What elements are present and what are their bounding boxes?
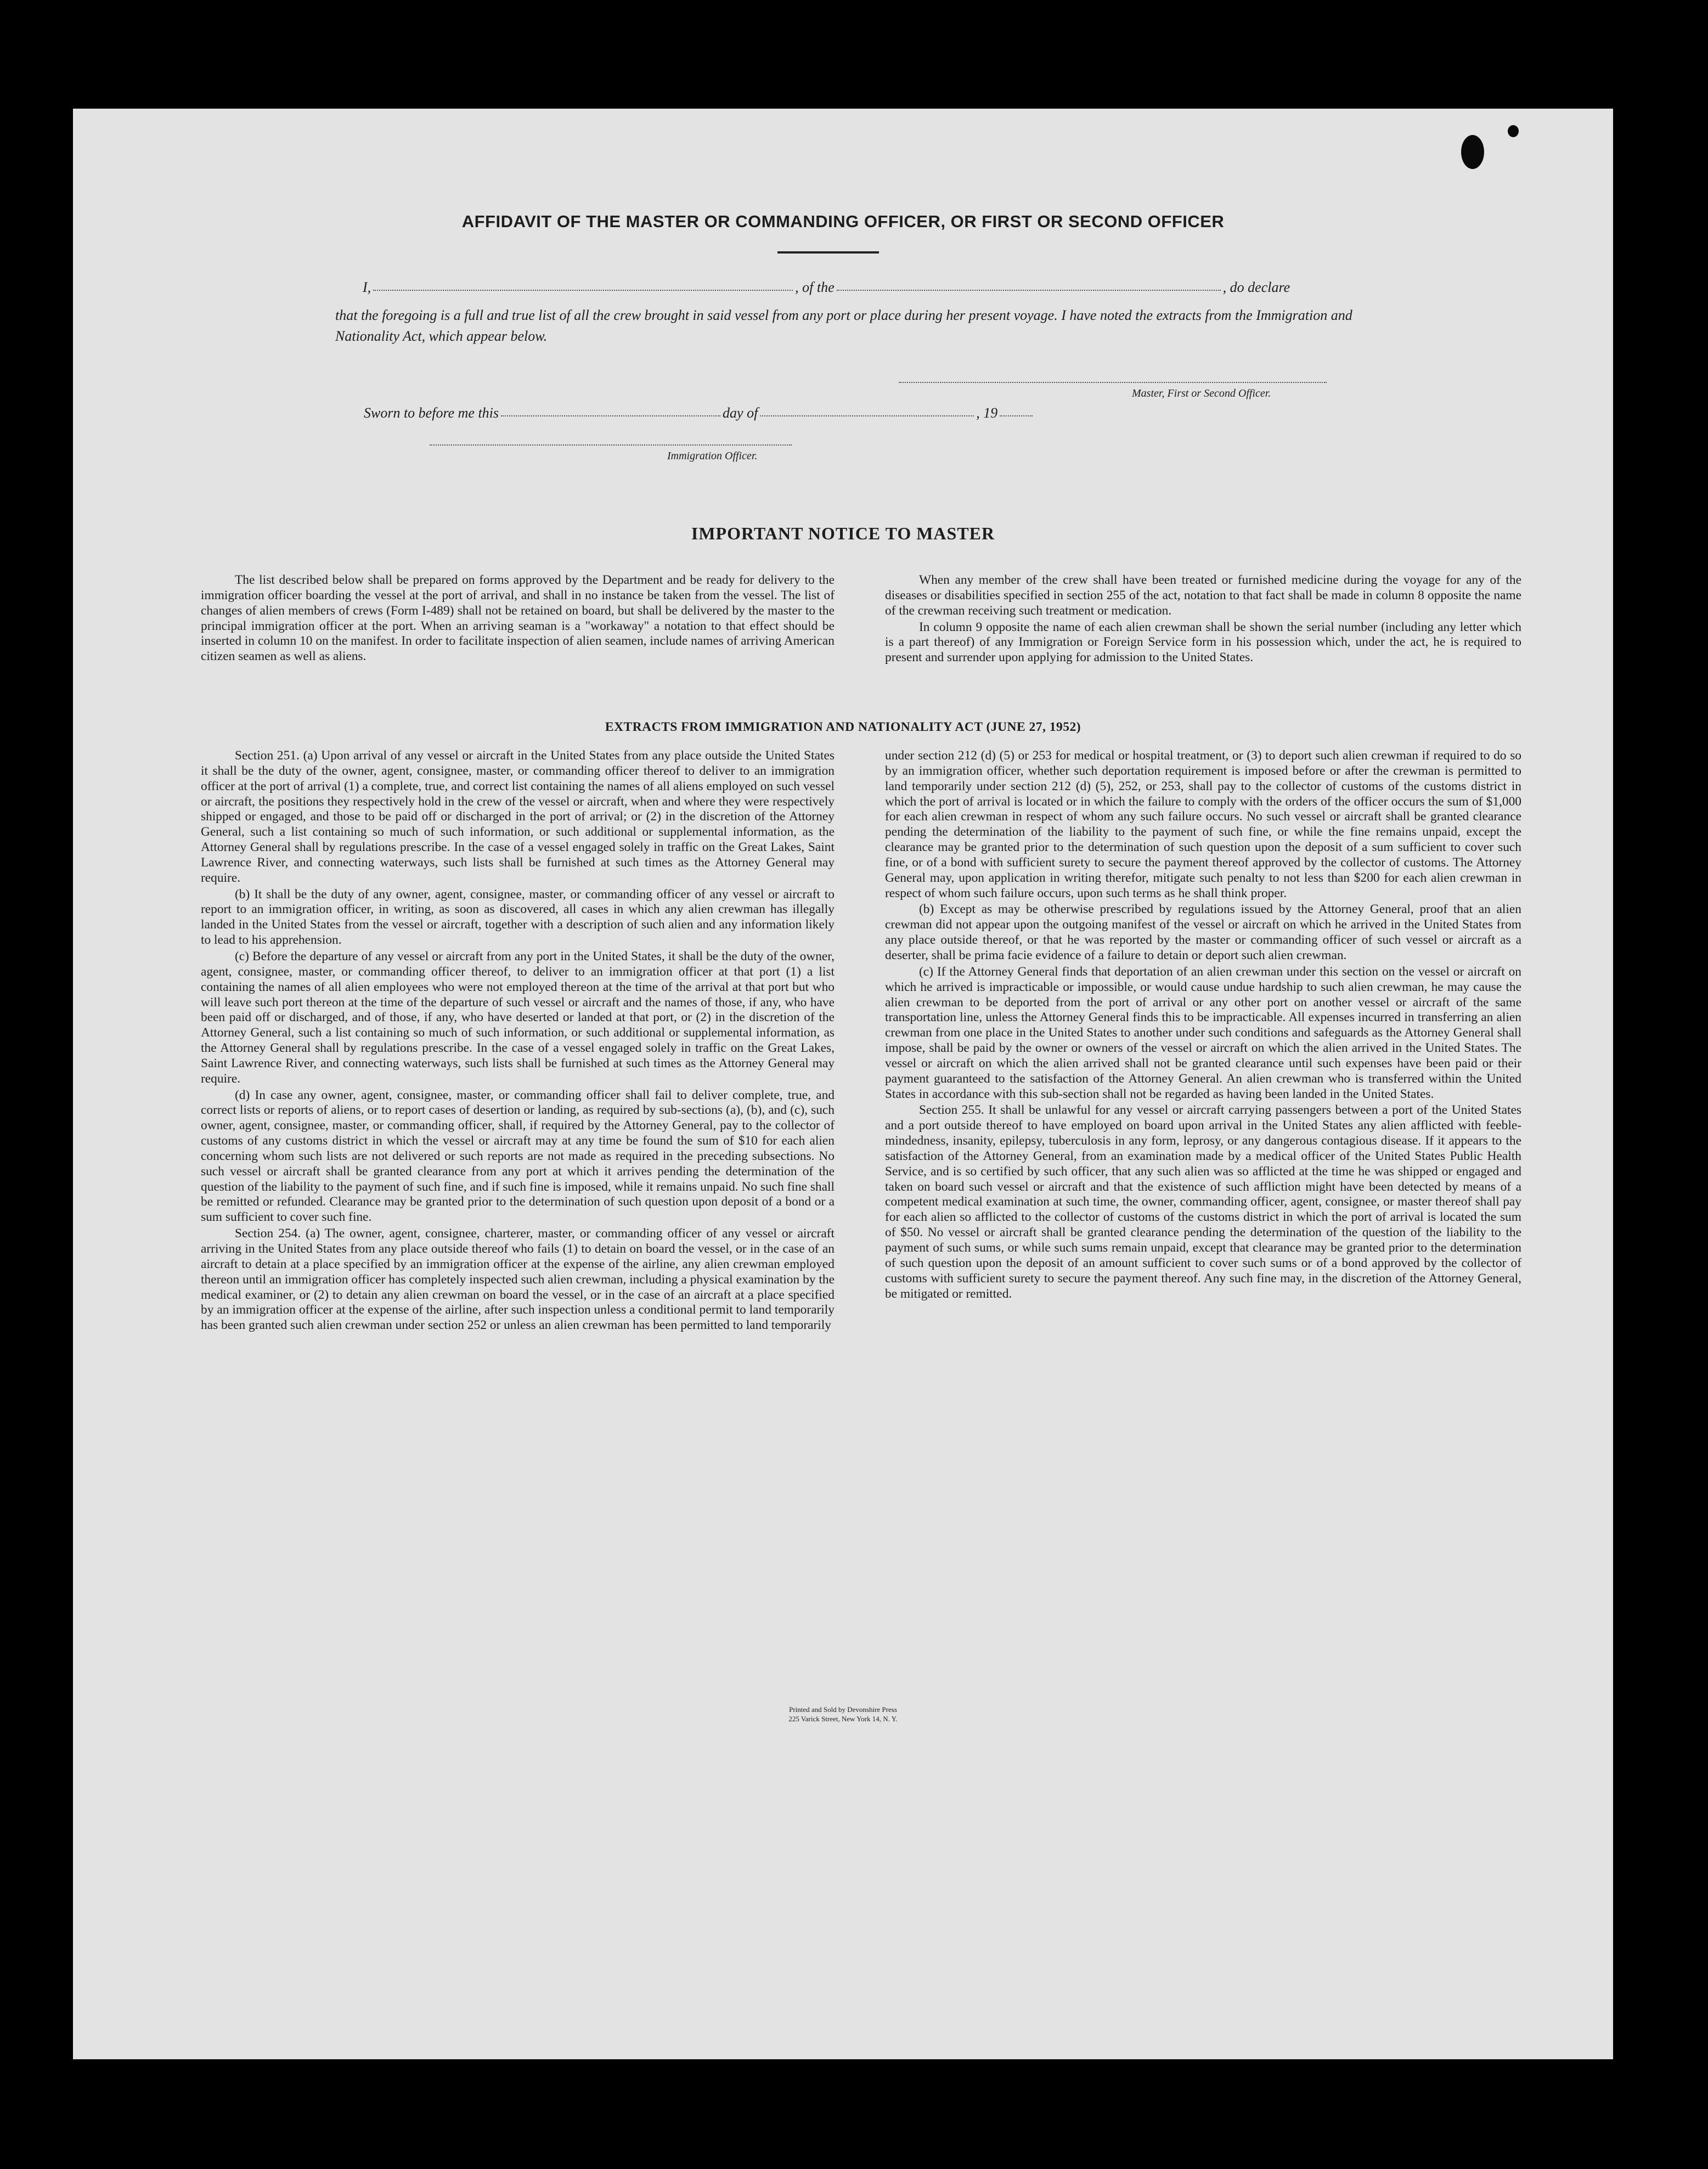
day-of-label: day of [723, 405, 758, 421]
sworn-label: Sworn to before me this [364, 405, 499, 421]
printer-line-2: 225 Varick Street, New York 14, N. Y. [788, 1714, 898, 1723]
declaration-line [363, 279, 1460, 296]
section-paragraph: (d) In case any owner, agent, consignee, master, or commanding officer shall fail to deliver complete, true, and correct lists or reports of aliens, or to report cases of desertion or landing, as required by sub-sections (a), (b), and (c), such owner, agent, consignee, master, or commanding officer, shall, if required by the Attorney General, pay to the collector of customs of any customs district in which the vessel or aircraft may at any time be found the sum of $10 for each alien concerning whom such lists are not delivered or such reports are not made as required in the preceding subsections. No such vessel or aircraft shall be granted clearance from any port at which it arrives pending the determination of the question of the liability to the payment of such fine, and if such fine is imposed, while it remains unpaid. No such fine shall be remitted or refunded. Clearance may be granted prior to the determination of such question upon deposit of a bond or a sum sufficient to cover such fine. [201, 1088, 835, 1225]
immigration-officer-blank[interactable] [430, 444, 792, 446]
of-the-label: , of the [795, 279, 835, 295]
do-declare-label: , do declare [1222, 279, 1290, 295]
declarant-prefix: I, [363, 279, 371, 295]
declarant-name-blank[interactable] [373, 289, 793, 291]
notice-left-column [201, 573, 835, 666]
section-paragraph: (b) Except as may be otherwise prescribed by regulations issued by the Attorney General, proof that an alien crewman did not appear upon the outgoing manifest of the vessel or aircraft on which he arrived in the United States from any place outside thereof, or that he was reported by the master or commanding officer of such vessel or aircraft as a deserter, shall be prima facie evidence of a failure to detain or deport such alien crewman. [885, 902, 1521, 962]
section-paragraph: (b) It shall be the duty of any owner, agent, consignee, master, or commanding officer of any vessel or aircraft to report to an immigration officer, in writing, as soon as discovered, all cases in which any alien crewman has illegally landed in the United States from the vessel or aircraft, together with a description of such alien and any information likely to lead to his apprehension. [201, 887, 835, 948]
notice-paragraph: In column 9 opposite the name of each alien crewman shall be shown the serial number (including any letter which is a part thereof) of any Immigration or Foreign Service form in his possession which, under the act, he is required to present and surrender upon applying for admission to the United States. [885, 619, 1521, 665]
heading-rule [777, 251, 879, 253]
year-blank[interactable] [1000, 415, 1033, 416]
notice-right-column [885, 573, 1521, 667]
ink-blot [1461, 135, 1484, 169]
section-paragraph: under section 212 (d) (5) or 253 for medical or hospital treatment, or (3) to deport such alien crewman if required to do so by an immigration officer, whether such deportation requirement is imposed before or after the crewman is permitted to land temporarily under section 212 (d) (5), 252, or 253, shall pay to the collector of customs of the customs district in which the port of arrival is located or in which the failure to comply with the orders of the officer occurs the sum of $1,000 for each alien crewman in respect of whom any such failure occurs. No such vessel or aircraft shall be granted clearance pending the determination of the liability to the payment of such fine, or while the fine remains unpaid, except the clearance may be granted prior to the determination of such question upon the deposit of a sum sufficient to cover such fine, or of a bond with sufficient surety to secure the payment thereof approved by the collector of customs. The Attorney General may, upon application in writing therefor, mitigate such penalty to not less than $200 for each alien crewman in respect of whom such failure occurs, upon such terms as he shall think proper. [885, 748, 1521, 900]
section-paragraph: (c) If the Attorney General finds that deportation of an alien crewman under this section on the vessel or aircraft on which he arrived is impracticable or impossible, or would cause undue hardship to such alien crewman, he may cause the alien crewman to be deported from the port of arrival or any other port on another vessel or aircraft of the same transportation line, unless the Attorney General finds this to be impracticable. All expenses incurred in transferring an alien crewman from one place in the United States to another under such conditions and safeguards as the Attorney General shall impose, shall be paid by the owner or owners of the vessel or aircraft on which the alien arrived in the United States. The vessel or aircraft on which the alien arrived shall not be granted clearance until such expenses have been paid or their payment guaranteed to the satisfaction of the Attorney General. An alien crewman who is transferred within the United States in accordance with this sub-section shall not be regarded as having been landed in the United States. [885, 964, 1521, 1101]
notice-paragraph: The list described below shall be prepared on forms approved by the Department and be ready for delivery to the immigration officer boarding the vessel at the port of arrival, and shall in no instance be taken from the vessel. The list of changes of alien members of crews (Form I-489) shall not be retained on board, but shall be delivered by the master to the principal immigration officer at the port. When an arriving seaman is a "workaway" a notation to that effect should be inserted in column 10 on the manifest. In order to facilitate inspection of alien seamen, include names of arriving American citizen seamen as well as aliens. [201, 573, 835, 664]
sworn-blank[interactable] [501, 415, 720, 416]
notice-paragraph: When any member of the crew shall have been treated or furnished medicine during the voyage for any of the diseases or disabilities specified in section 255 of the act, notation to that fact shall be made in column 8 opposite the name of the crewman receiving such treatment or medication. [885, 573, 1521, 618]
ink-spot [1508, 125, 1519, 137]
extracts-left-column [201, 748, 835, 1334]
master-signature-blank[interactable] [899, 382, 1327, 383]
master-signature-caption: Master, First or Second Officer. [1132, 387, 1271, 399]
immigration-officer-caption: Immigration Officer. [667, 450, 758, 462]
document-page [73, 109, 1613, 2059]
extracts-right-column [885, 748, 1521, 1303]
printer-line-1: Printed and Sold by Devonshire Press [789, 1705, 897, 1714]
section-paragraph: Section 251. (a) Upon arrival of any vessel or aircraft in the United States from any place outside the United States it shall be the duty of the owner, agent, consignee, master, or commanding officer thereof to deliver to an immigration officer at the port of arrival (1) a complete, true, and correct list containing the names of all aliens employed on such vessel or aircraft, the positions they respectively hold in the crew of the vessel or aircraft, when and where they were respectively shipped or engaged, and those to be paid off or discharged in the port of arrival; or (2) in the discretion of the Attorney General, such a list containing so much of such information, or such additional or supplemental information, as the Attorney General shall by regulations prescribe. In the case of a vessel engaged solely in traffic on the Great Lakes, Saint Lawrence River, and connecting waterways, such lists shall be furnished at such times as the Attorney General may require. [201, 748, 835, 885]
vessel-name-blank[interactable] [837, 289, 1221, 291]
affidavit-heading: AFFIDAVIT OF THE MASTER OR COMMANDING OFFICER, OR FIRST OR SECOND OFFICER [461, 212, 1225, 231]
section-paragraph: Section 254. (a) The owner, agent, consignee, charterer, master, or commanding officer of any vessel or aircraft arriving in the United States from any place outside thereof who fails (1) to detain on board the vessel, or in the case of an aircraft to detain at a place specified by an immigration officer at the expense of the airline, any alien crewman employed thereon until an immigration officer has completely inspected such alien crewman, including a physical examination by the medical examiner, or (2) to detain any alien crewman on board the vessel, or in the case of an aircraft at a place specified by an immigration officer at the expense of the airline, after such inspection unless a conditional permit to land temporarily has been granted such alien crewman under section 252 or unless an alien crewman has been permitted to land temporarily [201, 1226, 835, 1333]
notice-heading: IMPORTANT NOTICE TO MASTER [691, 523, 995, 543]
printer-imprint [73, 1705, 1613, 1724]
declaration-statement: that the foregoing is a full and true list of all the crew brought in said vessel from any port or place during her present voyage. I have noted the extracts from the Immigration and Nationality Act, which appear below. [335, 307, 1352, 344]
month-blank[interactable] [760, 415, 974, 416]
extracts-heading: EXTRACTS FROM IMMIGRATION AND NATIONALITY ACT (JUNE 27, 1952) [605, 720, 1081, 734]
section-paragraph: (c) Before the departure of any vessel or aircraft from any port in the United States, it shall be the duty of the owner, agent, consignee, master, or commanding officer thereof, to deliver to an immigration officer at that port (1) a list containing the names of all alien employees who were not employed thereon at the time of the arrival at that port but who will leave such port thereon at the time of the departure of such vessel or aircraft and the names of those, if any, who have been paid off or discharged, and of those, if any, who have deserted or landed at that port, or (2) in the discretion of the Attorney General, such a list containing so much of such information, or such additional or supplemental information, as the Attorney General shall by regulations prescribe. In the case of a vessel engaged solely in traffic on the Great Lakes, Saint Lawrence River, and connecting waterways, such lists shall be furnished at such times as the Attorney General may require. [201, 949, 835, 1086]
sworn-line [364, 405, 1296, 421]
section-paragraph: Section 255. It shall be unlawful for any vessel or aircraft carrying passengers between a port of the United States and a port outside thereof to have employed on board upon arrival in the United States any alien afflicted with feeble-mindedness, insanity, epilepsy, tuberculosis in any form, leprosy, or any dangerous contagious disease. If it appears to the satisfaction of the Attorney General, from an examination made by a medical officer of the United States Public Health Service, and is so certified by such officer, that any such alien was so afflicted at the time he was shipped or engaged and taken on board such vessel or aircraft and that the existence of such affliction might have been detected by means of a competent medical examination at such time, the owner, commanding officer, agent, consignee, or master thereof shall pay for each alien so afflicted to the collector of customs of the customs district in which the port of arrival is located the sum of $50. No vessel or aircraft shall be granted clearance pending the determination of the question of the liability to the payment of such sums, or while such sums remain unpaid, except that clearance may be granted prior to the determination of such question upon the deposit of an amount sufficient to cover such sums or of a bond approved by the collector of customs with sufficient surety to secure the payment thereof. Any such fine may, in the discretion of the Attorney General, be mitigated or remitted. [885, 1103, 1521, 1301]
year-prefix: , 19 [976, 405, 998, 421]
